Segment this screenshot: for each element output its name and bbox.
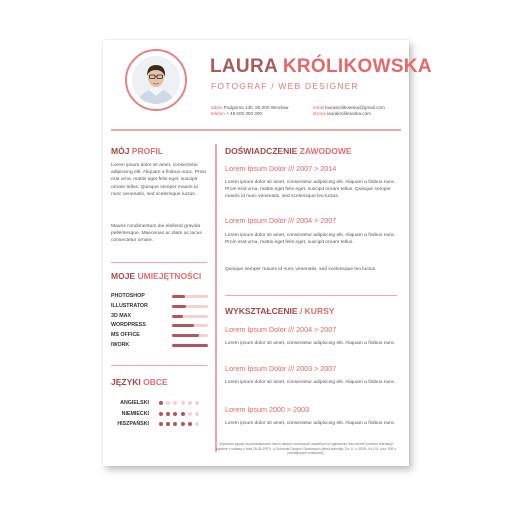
heading-part: MOJE <box>111 271 136 281</box>
language-dot-filled <box>159 401 163 405</box>
section-divider <box>111 262 207 263</box>
heading-part: OBCE <box>143 377 168 387</box>
education-description: Lorem ipsum dolor sit amet, consectetur adipiscing elit. Aliquam a finibus nunc. <box>225 380 396 385</box>
section-divider <box>225 295 397 296</box>
language-dot-filled <box>181 412 185 416</box>
experience-heading <box>225 146 352 156</box>
education-heading <box>225 306 334 316</box>
education-heading-item: Lorem Ipsum 2000 > 2003 <box>225 405 310 414</box>
heading-part: ZAWODOWE <box>299 146 352 156</box>
first-name: LAURA <box>210 56 278 77</box>
skill-bar <box>172 315 208 318</box>
skill-label: WORDPRESS <box>111 322 146 329</box>
languages-heading <box>111 377 168 387</box>
profile-text-2: Mauris condimentum dui eleifend gravida pellentesque. Maecenas ac diam ac lacus consectetur ornare. <box>111 224 202 244</box>
job-description-extra: Quisque semper mauris id nunc venenatis, sed scelerisque leo luctus. <box>225 267 377 272</box>
heading-part: WYKSZTAŁCENIE <box>225 306 298 316</box>
skill-label: IWORK <box>111 342 130 348</box>
heading-part: UMIEJĘTNOŚCI <box>137 271 202 281</box>
skill-label: 3D MAX <box>111 312 132 319</box>
cv-page <box>103 40 432 466</box>
language-dot-filled <box>159 412 163 416</box>
heading-part: JĘZYKI <box>111 377 141 387</box>
language-dot-empty <box>166 401 170 405</box>
candidate-name <box>210 56 432 78</box>
heading-part: DOŚWIADCZENIE <box>225 146 298 156</box>
education-heading-item: Lorem Ipsum Dolor /// 2003 > 2007 <box>225 364 337 373</box>
job-heading: Lorem Ipsum Dolor /// 2004 > 2007 <box>225 216 337 225</box>
column-divider <box>215 144 217 452</box>
skill-bar <box>172 295 208 298</box>
contact-phone <box>211 111 262 117</box>
skill-bar <box>172 305 208 308</box>
skills-heading <box>111 271 201 281</box>
language-dot-empty <box>195 401 199 405</box>
contact-label: adres <box>211 105 223 110</box>
skill-label: MS OFFICE <box>111 332 140 339</box>
education-heading-item: Lorem Ipsum Dolor /// 2004 > 2007 <box>225 325 337 334</box>
profile-photo-frame <box>125 49 187 111</box>
contact-value: laurakrolikowska.com <box>327 111 371 116</box>
job-heading: Lorem Ipsum Dolor /// 2007 > 2014 <box>225 164 337 173</box>
contact-website <box>313 111 371 117</box>
contact-label: email <box>313 105 324 110</box>
language-dot-filled <box>181 422 185 426</box>
job-title: FOTOGRAF / WEB DESIGNER <box>211 81 359 91</box>
language-label: HISZPAŃSKI <box>117 421 149 427</box>
skill-bar-fill <box>172 344 208 347</box>
education-description: Lorem ipsum dolor sit amet, consectetur adipiscing elit. Aliquam a finibus nunc. <box>225 341 396 346</box>
skill-bar <box>172 344 208 347</box>
language-dot-empty <box>188 412 192 416</box>
job-description: Lorem ipsum dolor sit amet, consectetur adipiscing elit. Aliquam a finibus nunc. Proin erat urna, mattis eget felis eget, suscipit ornare tellus. Quisque semper mauris id nunc venenatis, sed scelerisque leo luctus. <box>225 180 396 200</box>
profile-photo <box>132 56 180 104</box>
language-dot-empty <box>181 401 185 405</box>
skill-bar-fill <box>172 295 185 298</box>
skill-label: PHOTOSHOP <box>111 293 145 299</box>
contact-label: telefon <box>211 111 225 116</box>
language-label: ANGIELSKI <box>120 400 149 406</box>
section-divider <box>111 365 207 366</box>
skill-bar-fill <box>172 305 186 308</box>
contact-value: Podgórna 13b, 80-200 Wrocław <box>223 105 289 110</box>
job-description: Lorem ipsum dolor sit amet, consectetur adipiscing elit. Aliquam a finibus nunc. Proin erat urna, mattis eget felis eget, suscipit ornare tellus. <box>225 233 396 246</box>
language-dot-filled <box>159 422 163 426</box>
skill-bar-fill <box>172 324 194 327</box>
profile-text-1: Lorem ipsum dolor sit amet, consectetur adipiscing elit. Aliquam a finibus nunc. Proin erat urna, mattis eget felis eget, suscipit ornare tellus. Quisque semper mauris id nunc venenatis, sed scelerisque luctus. <box>111 163 207 197</box>
language-dot-empty <box>188 401 192 405</box>
heading-part: PROFIL <box>131 146 163 156</box>
language-dot-filled <box>173 412 177 416</box>
contact-value: + 48 600 300 300 <box>226 111 262 116</box>
gdpr-consent-note: Wyrażam zgodę na przetwarzanie moich danych osobowych zawartych w ogłoszeniu dla potrzeb procesu rekrutacji zgodnie z ustawą z dnia 29.08.1997r. o Ochronie Danych Osobowych (tekst jednolity: Dz. U. z 2002r. Nr 101, poz. 926 z późniejszymi zmianami). <box>215 442 397 456</box>
skill-bar <box>172 334 208 337</box>
header-divider <box>111 129 401 131</box>
language-dot-filled <box>166 412 170 416</box>
skill-label: ILLUSTRATOR <box>111 302 148 309</box>
language-label: NIEMIECKI <box>121 410 149 417</box>
profile-heading <box>111 146 163 156</box>
language-dot-empty <box>195 422 199 426</box>
language-dot-empty <box>195 412 199 416</box>
skill-bar-fill <box>172 315 183 318</box>
language-dot-filled <box>166 422 170 426</box>
language-dot-filled <box>173 422 177 426</box>
skill-bar-fill <box>172 334 199 337</box>
skill-bar <box>172 324 208 327</box>
heading-part: / KURSY <box>299 306 335 316</box>
language-dot-empty <box>173 401 177 405</box>
contact-label: strona <box>313 111 326 116</box>
education-description: Lorem ipsum dolor sit amet, consectetur adipiscing elit. Aliquam a finibus nunc. <box>225 421 396 426</box>
contact-value: laurakrolikowska@gmail.com <box>325 105 385 110</box>
last-name: KRÓLIKOWSKA <box>282 56 432 77</box>
heading-part: MÓJ <box>111 146 130 156</box>
language-dot-filled <box>188 422 192 426</box>
